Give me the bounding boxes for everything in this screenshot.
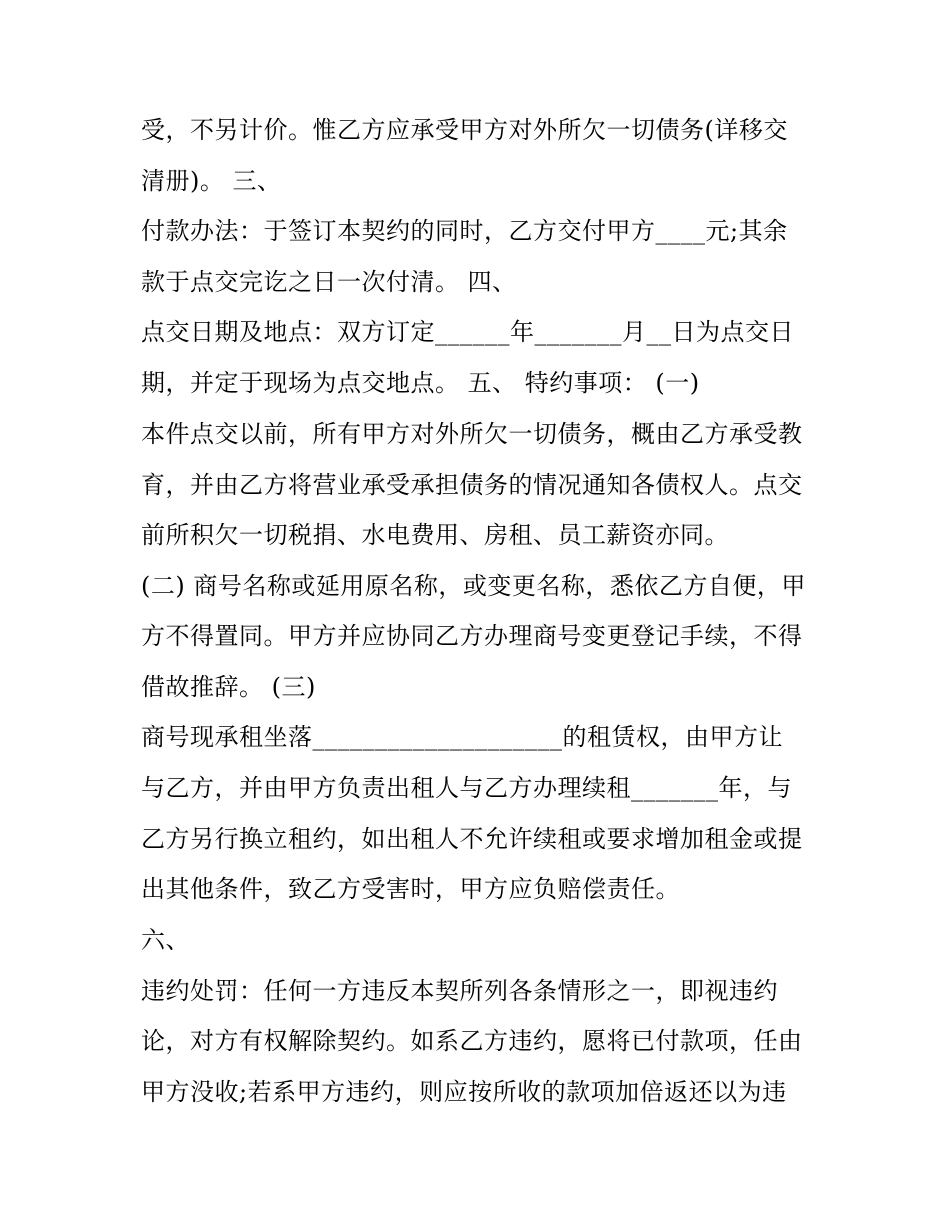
text-line: 方不得置同。甲方并应协同乙方办理商号变更登记手续，不得 — [141, 622, 803, 650]
text-line: 款于点交完讫之日一次付清。 四、 — [141, 268, 517, 296]
text-line: 甲方没收;若系甲方违约，则应按所收的款项加倍返还以为违 — [141, 1078, 787, 1106]
text-line: 期，并定于现场为点交地点。 五、 特约事项： (一) — [141, 369, 700, 397]
text-line: 清册)。 三、 — [141, 167, 282, 195]
text-line: 点交日期及地点：双方订定______年_______月__日为点交日 — [141, 318, 794, 346]
text-line: 受，不另计价。惟乙方应承受甲方对外所欠一切债务(详移交 — [141, 116, 788, 144]
text-line: 出其他条件，致乙方受害时，甲方应负赔偿责任。 — [141, 875, 680, 903]
text-line: 商号现承租坐落____________________的租赁权，由甲方让 — [141, 723, 783, 751]
text-line: 前所积欠一切税捐、水电费用、房租、员工薪资亦同。 — [141, 521, 729, 549]
text-line: (二) 商号名称或延用原名称，或变更名称，悉依乙方自便，甲 — [141, 572, 806, 600]
text-line: 与乙方，并由甲方负责出租人与乙方办理续租_______年，与 — [141, 774, 792, 802]
text-line: 本件点交以前，所有甲方对外所欠一切债务，概由乙方承受教 — [141, 420, 803, 448]
text-line: 育，并由乙方将营业承受承担债务的情况通知各债权人。点交 — [141, 471, 803, 499]
text-line: 六、 — [141, 926, 190, 954]
text-line: 付款办法：于签订本契约的同时，乙方交付甲方____元;其余 — [141, 217, 788, 245]
text-line: 违约处罚：任何一方违反本契所列各条情形之一，即视违约 — [141, 977, 778, 1005]
text-line: 乙方另行换立租约，如出租人不允许续租或要求增加租金或提 — [141, 825, 803, 853]
text-line: 借故推辞。 (三) — [141, 673, 316, 701]
text-line: 论，对方有权解除契约。如系乙方违约，愿将已付款项，任由 — [141, 1027, 803, 1055]
